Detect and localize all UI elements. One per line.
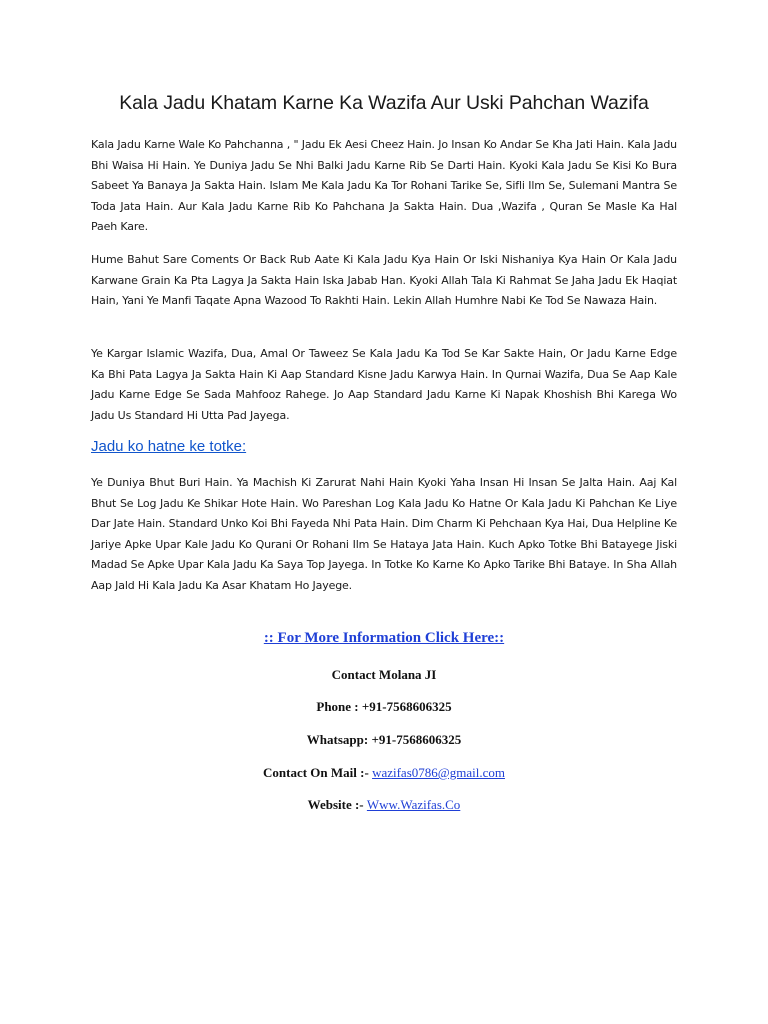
contact-label: Contact Molana JI [331, 667, 437, 682]
website-line [0, 797, 768, 813]
email-link[interactable]: wazifas0786@gmail.com [372, 765, 505, 780]
website-link[interactable]: Www.Wazifas.Co [366, 797, 461, 812]
paragraph-3: Ye Kargar Islamic Wazifa, Dua, Amal Or Taweez Se Kala Jadu Ka Tod Se Kar Sakte Hain, Or Jadu Karne Edge Ka Bhi Pata Lagya Ja Sakta Hain Ki Aap Standard Kisne Jadu Karwya Hain. In Qurnai Wazifa, Dua Se Aap Kale Jadu Karne Edge Se Sada Mahfooz Rahege. Jo Aap Standard Jadu Karne Ki Napak Khoshish Bhi Karega Wo Jadu Us Standard Hi Utta Pad Jayega. [91, 347, 677, 422]
paragraph-1: Kala Jadu Karne Wale Ko Pahchanna , " Jadu Ek Aesi Cheez Hain. Jo Insan Ko Andar Se Kha Jati Hain. Kala Jadu Bhi Waisa Hi Hain. Ye Duniya Jadu Se Nhi Balki Jadu Karne Rib Se Darti Hain. Kyoki Kala Jadu Se Kisi Ko Bura Sabeet Ya Banaya Ja Sakta Hain. Islam Me Kala Jadu Ka Tor Rohani Tarike Se, Sifli Ilm Se, Sulemani Mantra Se Toda Jata Hain. Aur Kala Jadu Karne Rib Ko Pahchana Ja Sakta Hain. Dua ,Wazifa , Quran Se Masle Ka Hal Paeh Kare. [91, 138, 677, 234]
totke-subheading-link[interactable]: Jadu ko hatne ke totke: [91, 438, 247, 455]
paragraph-2: Hume Bahut Sare Coments Or Back Rub Aate Ki Kala Jadu Kya Hain Or Iski Nishaniya Kya Hain Or Kala Jadu Karwane Grain Ka Pta Lagya Ja Sakta Hain Iska Jabab Han. Kyoki Allah Tala Ki Rahmat Se Jaha Jadu Ek Haqiat Hain, Yani Ye Manfi Taqate Apna Wazood To Rakhti Hain. Lekin Allah Humhre Nabi Ke Tod Se Nawaza Hain. [91, 253, 677, 308]
phone-number: Phone : +91-7568606325 [316, 699, 452, 714]
mail-line [0, 765, 768, 781]
more-information-link[interactable]: :: For More Information Click Here:: [263, 630, 505, 646]
mail-label: Contact On Mail :- [263, 765, 373, 780]
website-label: Website :- [307, 797, 367, 812]
whatsapp-number: Whatsapp: +91-7568606325 [306, 732, 462, 747]
paragraph-4: Ye Duniya Bhut Buri Hain. Ya Machish Ki Zarurat Nahi Hain Kyoki Yaha Insan Hi Insan Se Jalta Hain. Aaj Kal Bhut Se Log Jadu Ke Shikar Hote Hain. Wo Pareshan Log Kala Jadu Ko Hatne Or Kala Jadu Ki Pahchan Ke Liye Dar Jate Hain. Standard Unko Koi Bhi Fayeda Nhi Pata Hain. Dim Charm Ki Pehchaan Kya Hai, Dua Helpline Ke Jariye Apke Upar Kale Jadu Ko Qurani Or Rohani Ilm Se Hataya Jata Hain. Kuch Apko Totke Bhi Batayege Jiski Madad Se Apke Upar Kala Jadu Ka Saya Top Jayega. In Totke Ko Karne Ko Apko Tarike Bhi Bataye. In Sha Allah Aap Jald Hi Kala Jadu Ka Asar Khatam Ho Jayege. [91, 476, 677, 592]
document-title: Kala Jadu Khatam Karne Ka Wazifa Aur Uski Pahchan Wazifa [119, 92, 649, 114]
